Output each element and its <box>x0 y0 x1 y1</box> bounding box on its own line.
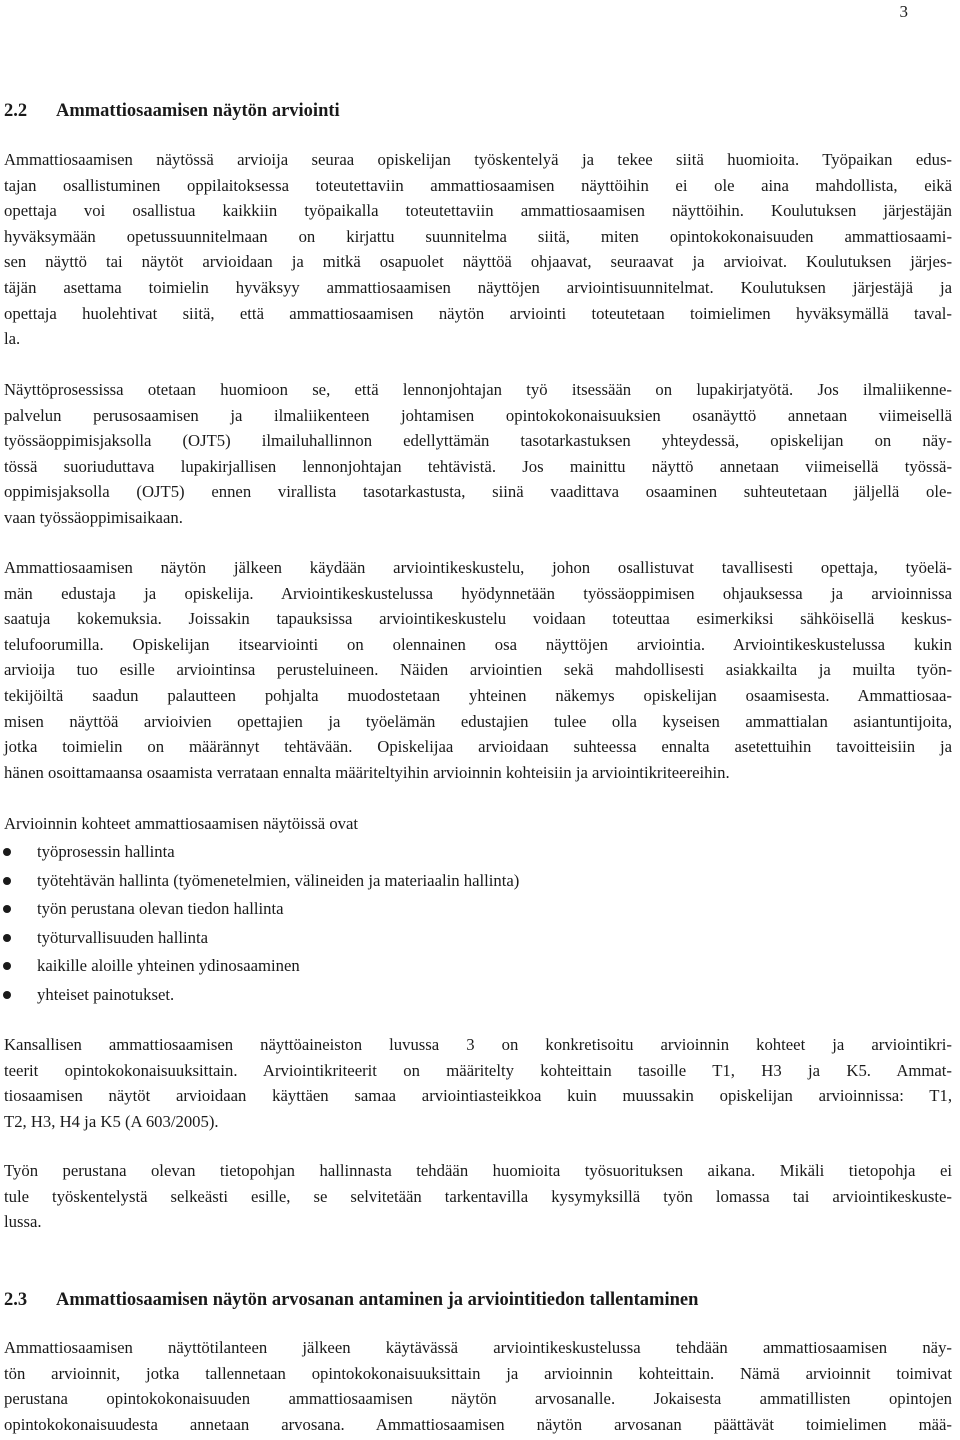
text-line: sen näyttö tai näytöt arvioidaan ja mitkä osapuolet näyttöä ohjaavat, seuraavat ja arvioivat. Koulutuksen järjes- <box>4 252 952 272</box>
text-line: Arvioinnin kohteet ammattiosaamisen näytöissä ovat <box>4 814 359 833</box>
list-item-text: työprosessin hallinta <box>37 842 175 861</box>
text-line: täjän asettama toimielin hyväksyy ammattiosaamisen näyttöjen arviointisuunnitelmat. Koulutuksen järjestäjä ja <box>4 277 952 297</box>
bullet-icon <box>3 962 11 970</box>
text-line: tössä suoriuduttava lupakirjallisen lennonjohtajan tehtävistä. Jos mainittu näyttö annetaan viimeisellä työssä- <box>4 456 952 476</box>
text-line: tule työskentelystä selkeästi esille, se selvitetään tarkentavilla kysymyksillä työn lomassa tai arviointikeskuste- <box>4 1186 952 1206</box>
list-item <box>0 895 519 924</box>
text-line: telufoorumilla. Opiskelijan itsearviointi on olennainen osa näyttöjen arviointia. Arviointikeskustelussa kukin <box>4 634 952 654</box>
text-line: arvioija tuo esille arviointinsa perusteluineen. Näiden arviointien sekä mahdollisesti asiakkailta ja muilta työn- <box>4 660 952 680</box>
paragraph-3 <box>4 555 952 785</box>
list-item <box>0 838 519 867</box>
section-number: 2.2 <box>4 101 28 121</box>
text-line: hyväksymään opetussuunnitelmaan on kirjattu suunnitelma siitä, miten opintokokonaisuuden ammattiosaami- <box>4 226 952 246</box>
text-line: jotka toimielin on määrännyt tehtävään. Opiskelijaa arvioidaan suhteessa ennalta asetettuihin tavoitteisiin ja <box>4 737 952 757</box>
text-line: Ammattiosaamisen näyttötilanteen jälkeen käytävässä arviointikeskustelussa tehdään ammattiosaamisen näy- <box>4 1338 952 1357</box>
text-line: hänen osoittamaansa osaamista verrataan ennalta määriteltyihin arvioinnin kohteisiin ja arviointikriteereihin. <box>4 762 730 782</box>
assessment-targets-list <box>0 838 519 1010</box>
page-number: 3 <box>899 2 908 21</box>
text-line: teerit opintokokonaisuuksittain. Arviointikriteerit on määritelty kohteittain tasoille T1, H3 ja K5. Ammat- <box>4 1060 952 1080</box>
paragraph-1 <box>4 147 952 352</box>
text-line: lussa. <box>4 1212 42 1232</box>
text-line: työssäoppimisjaksolla (OJT5) ilmailuhallinnon edellyttämän tasotarkastuksen yhteydessä, opiskelijan on näy- <box>4 431 952 451</box>
list-item-text: yhteiset painotukset. <box>37 984 175 1004</box>
bullet-icon <box>3 991 11 999</box>
bullet-icon <box>3 905 11 913</box>
list-item <box>0 981 519 1010</box>
paragraph-4 <box>4 1032 952 1134</box>
section-number: 2.3 <box>4 1290 28 1310</box>
list-item <box>0 952 519 981</box>
text-line: Näyttöprosessissa otetaan huomioon se, että lennonjohtajan työ itsessään on lupakirjatyötä. Jos ilmaliikenne- <box>4 380 952 399</box>
text-line: misen näyttöä arvioivien opettajien ja työelämän edustajien tulee olla kyseisen ammattialan asiantuntijoita, <box>4 711 952 731</box>
text-line: T2, H3, H4 ja K5 (A 603/2005). <box>4 1111 219 1131</box>
text-line: saatuja kokemuksia. Joissakin tapauksissa arviointikeskustelu voidaan toteuttaa esimerkiksi sähköisellä keskus- <box>4 609 952 629</box>
paragraph-5 <box>4 1158 952 1235</box>
text-line: Ammattiosaamisen näytössä arvioija seuraa opiskelijan työskentelyä ja tekee siitä huomioita. Työpaikan edus- <box>4 150 952 169</box>
list-item-text: kaikille aloille yhteinen ydinosaaminen <box>37 956 300 976</box>
text-line: la. <box>4 329 21 349</box>
text-line: palvelun perusosaamisen ja ilmaliikenteen johtamisen opintokokonaisuuksien osanäyttö annetaan viimeisellä <box>4 405 952 425</box>
section-heading-2-2 <box>4 100 340 122</box>
text-line: opettaja voi osallistua kaikkiin työpaikalla toteutettaviin ammattiosaamisen näyttöihin. Koulutuksen järjestäjän <box>4 201 952 221</box>
list-item-text: työtehtävän hallinta (työmenetelmien, välineiden ja materiaalin hallinta) <box>37 870 520 890</box>
list-item <box>0 867 519 896</box>
text-line: tekijöiltä saadun palautteen pohjalta muodostetaan yhteinen näkemys opiskelijan osaamisesta. Ammattiosaa- <box>4 685 952 705</box>
text-line: opintokokonaisuudesta annetaan arvosana. Ammattiosaamisen näytön arvosanan päättävät toimielimen mää- <box>4 1414 952 1434</box>
list-item-text: työn perustana olevan tiedon hallinta <box>37 899 284 919</box>
text-line: tön arvioinnit, jotka tallennetaan opintokokonaisuuksittain ja arvioinnin kohteittain. Nämä arvioinnit toimivat <box>4 1363 952 1383</box>
text-line: vaan työssäoppimisaikaan. <box>4 507 183 527</box>
text-line: Työn perustana olevan tietopohjan hallinnasta tehdään huomioita työsuorituksen aikana. Mikäli tietopohja ei <box>4 1161 952 1180</box>
list-item-text: työturvallisuuden hallinta <box>37 927 209 947</box>
text-line: Kansallisen ammattiosaamisen näyttöaineiston luvussa 3 on konkretisoitu arvioinnin kohteet ja arviointikri- <box>4 1035 952 1054</box>
text-line: opettaja huolehtivat siitä, että ammattiosaamisen näytön arviointi toteutetaan toimielimen hyväksymällä taval- <box>4 303 952 323</box>
section-title: Ammattiosaamisen näytön arvosanan antaminen ja arviointitiedon tallentaminen <box>56 1290 699 1310</box>
bullet-icon <box>3 848 11 856</box>
text-line: oppimisjaksolla (OJT5) ennen virallista tasotarkastusta, siinä vaadittava osaaminen suhteutetaan jäljellä ole- <box>4 482 952 502</box>
section-title: Ammattiosaamisen näytön arviointi <box>56 101 340 121</box>
list-item <box>0 924 519 953</box>
paragraph-2-3-1 <box>4 1335 952 1437</box>
list-intro <box>4 811 952 837</box>
section-heading-2-3 <box>4 1289 698 1311</box>
paragraph-2 <box>4 377 952 531</box>
bullet-icon <box>3 877 11 885</box>
text-line: perustana opintokokonaisuuden ammattiosaamisen näytön arvosanalle. Jokaisesta ammatillisten opintojen <box>4 1389 952 1409</box>
text-line: tajan osallistuminen oppilaitoksessa toteutettaviin ammattiosaamisen näyttöihin ei ole aina mahdollista, eikä <box>4 175 952 195</box>
text-line: män edustaja ja opiskelija. Arviointikeskustelussa hyödynnetään työssäoppimisen ohjauksessa ja arvioinnissa <box>4 583 952 603</box>
bullet-icon <box>3 934 11 942</box>
text-line: tiosaamisen näytöt arvioidaan käyttäen samaa arviointiasteikkoa kuin muussakin opiskelijan arvioinnissa: T1, <box>4 1086 952 1106</box>
text-line: Ammattiosaamisen näytön jälkeen käydään arviointikeskustelu, johon osallistuvat tavallisesti opettaja, työelä- <box>4 558 952 577</box>
